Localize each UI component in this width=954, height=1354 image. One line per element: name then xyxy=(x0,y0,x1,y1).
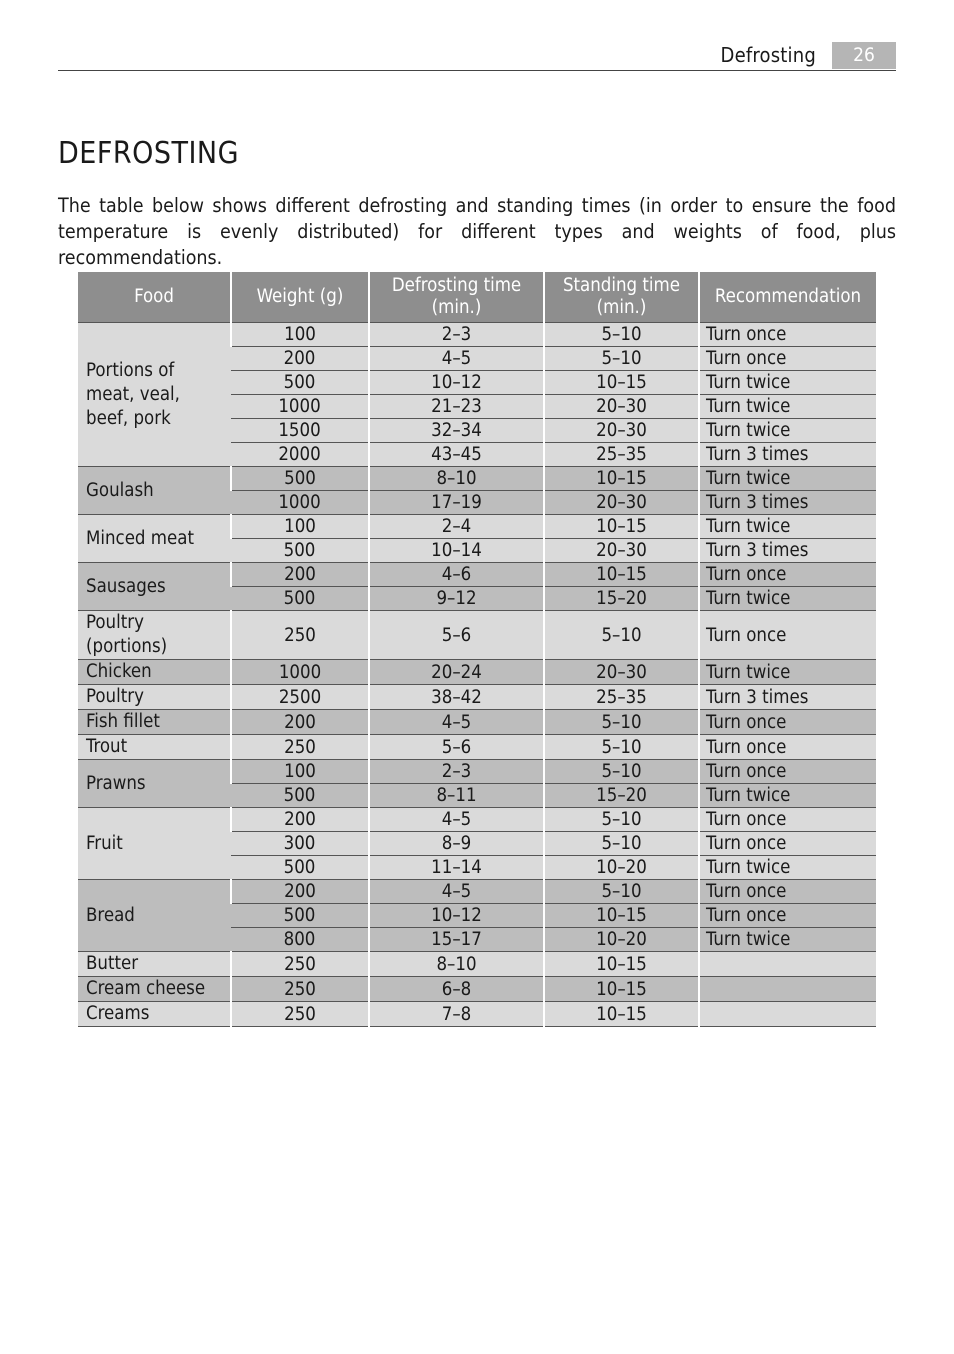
table-row xyxy=(78,323,876,347)
food-cell: Creams xyxy=(78,1002,231,1027)
table-header-row xyxy=(78,272,876,323)
food-group xyxy=(78,660,876,685)
col-header-defrosting-time: Defrosting time (min.) xyxy=(369,272,544,323)
defrosting-time-cell: 10–14 xyxy=(369,539,544,563)
recommendation-cell xyxy=(699,952,876,977)
recommendation-cell: Turn once xyxy=(699,735,876,760)
defrosting-time-cell: 8–9 xyxy=(369,832,544,856)
standing-time-cell: 10–15 xyxy=(544,977,699,1002)
standing-time-cell: 5–10 xyxy=(544,760,699,784)
intro-paragraph: The table below shows different defrosting and standing times (in order to ensure the food temperature is evenly distributed) for different types and weights of food, plus recommendations. xyxy=(58,194,896,269)
defrosting-time-cell: 4–5 xyxy=(369,880,544,904)
defrosting-time-cell: 32–34 xyxy=(369,419,544,443)
weight-cell: 200 xyxy=(231,880,369,904)
food-group xyxy=(78,760,876,808)
weight-cell: 200 xyxy=(231,710,369,735)
weight-cell: 1000 xyxy=(231,491,369,515)
table-row xyxy=(78,467,876,491)
standing-time-cell: 10–20 xyxy=(544,928,699,952)
table-row xyxy=(78,760,876,784)
food-group xyxy=(78,611,876,660)
standing-time-cell: 5–10 xyxy=(544,735,699,760)
food-group xyxy=(78,952,876,977)
food-cell: Cream cheese xyxy=(78,977,231,1002)
defrosting-time-cell: 2–3 xyxy=(369,760,544,784)
recommendation-cell: Turn twice xyxy=(699,928,876,952)
table-row xyxy=(78,660,876,685)
recommendation-cell: Turn once xyxy=(699,611,876,660)
defrosting-time-cell: 43–45 xyxy=(369,443,544,467)
defrosting-time-cell: 20–24 xyxy=(369,660,544,685)
recommendation-cell: Turn once xyxy=(699,880,876,904)
food-group xyxy=(78,880,876,952)
food-cell: Fruit xyxy=(78,808,231,880)
weight-cell: 250 xyxy=(231,735,369,760)
standing-time-cell: 20–30 xyxy=(544,660,699,685)
table-row xyxy=(78,1002,876,1027)
weight-cell: 250 xyxy=(231,977,369,1002)
recommendation-cell xyxy=(699,1002,876,1027)
food-group xyxy=(78,735,876,760)
defrosting-time-cell: 8–10 xyxy=(369,952,544,977)
weight-cell: 250 xyxy=(231,611,369,660)
food-cell: Trout xyxy=(78,735,231,760)
table-row xyxy=(78,952,876,977)
food-group xyxy=(78,1002,876,1027)
food-cell: Butter xyxy=(78,952,231,977)
recommendation-cell: Turn twice xyxy=(699,784,876,808)
standing-time-cell: 15–20 xyxy=(544,587,699,611)
standing-time-cell: 5–10 xyxy=(544,710,699,735)
defrosting-time-cell: 2–3 xyxy=(369,323,544,347)
table-row xyxy=(78,808,876,832)
standing-time-cell: 20–30 xyxy=(544,419,699,443)
table-row xyxy=(78,515,876,539)
defrosting-time-cell: 2–4 xyxy=(369,515,544,539)
recommendation-cell: Turn twice xyxy=(699,371,876,395)
defrosting-time-cell: 8–10 xyxy=(369,467,544,491)
food-group xyxy=(78,323,876,467)
food-group xyxy=(78,808,876,880)
weight-cell: 800 xyxy=(231,928,369,952)
defrosting-time-cell: 11–14 xyxy=(369,856,544,880)
defrosting-time-cell: 38–42 xyxy=(369,685,544,710)
standing-time-cell: 25–35 xyxy=(544,685,699,710)
food-group xyxy=(78,685,876,710)
recommendation-cell: Turn twice xyxy=(699,587,876,611)
col-header-food: Food xyxy=(78,272,231,323)
weight-cell: 500 xyxy=(231,371,369,395)
recommendation-cell: Turn once xyxy=(699,710,876,735)
defrosting-time-cell: 10–12 xyxy=(369,904,544,928)
recommendation-cell: Turn twice xyxy=(699,467,876,491)
table-row xyxy=(78,710,876,735)
weight-cell: 250 xyxy=(231,1002,369,1027)
weight-cell: 200 xyxy=(231,808,369,832)
standing-time-cell: 10–15 xyxy=(544,563,699,587)
standing-time-cell: 25–35 xyxy=(544,443,699,467)
weight-cell: 1500 xyxy=(231,419,369,443)
defrosting-time-cell: 4–5 xyxy=(369,808,544,832)
standing-time-cell: 15–20 xyxy=(544,784,699,808)
standing-time-cell: 5–10 xyxy=(544,832,699,856)
defrosting-time-cell: 5–6 xyxy=(369,611,544,660)
recommendation-cell: Turn once xyxy=(699,563,876,587)
standing-time-cell: 10–15 xyxy=(544,515,699,539)
weight-cell: 100 xyxy=(231,515,369,539)
table-row xyxy=(78,563,876,587)
recommendation-cell: Turn once xyxy=(699,760,876,784)
defrosting-time-cell: 5–6 xyxy=(369,735,544,760)
standing-time-cell: 5–10 xyxy=(544,880,699,904)
food-cell: Fish fillet xyxy=(78,710,231,735)
running-header-section: Defrosting xyxy=(720,43,816,67)
header-rule xyxy=(58,70,896,71)
weight-cell: 500 xyxy=(231,587,369,611)
defrosting-table xyxy=(78,272,876,1027)
weight-cell: 2000 xyxy=(231,443,369,467)
weight-cell: 300 xyxy=(231,832,369,856)
defrosting-time-cell: 9–12 xyxy=(369,587,544,611)
standing-time-cell: 10–15 xyxy=(544,1002,699,1027)
food-cell: Poultry xyxy=(78,685,231,710)
recommendation-cell: Turn once xyxy=(699,832,876,856)
defrosting-time-cell: 15–17 xyxy=(369,928,544,952)
defrosting-time-cell: 21–23 xyxy=(369,395,544,419)
food-cell: Prawns xyxy=(78,760,231,808)
weight-cell: 200 xyxy=(231,347,369,371)
weight-cell: 2500 xyxy=(231,685,369,710)
weight-cell: 500 xyxy=(231,784,369,808)
recommendation-cell: Turn twice xyxy=(699,419,876,443)
recommendation-cell: Turn twice xyxy=(699,395,876,419)
recommendation-cell: Turn 3 times xyxy=(699,491,876,515)
defrosting-time-cell: 10–12 xyxy=(369,371,544,395)
defrosting-time-cell: 6–8 xyxy=(369,977,544,1002)
weight-cell: 100 xyxy=(231,760,369,784)
weight-cell: 500 xyxy=(231,904,369,928)
table-row xyxy=(78,735,876,760)
food-cell: Chicken xyxy=(78,660,231,685)
recommendation-cell: Turn twice xyxy=(699,660,876,685)
col-header-weight: Weight (g) xyxy=(231,272,369,323)
defrosting-time-cell: 4–6 xyxy=(369,563,544,587)
table-row xyxy=(78,611,876,660)
standing-time-cell: 10–15 xyxy=(544,371,699,395)
food-cell: Minced meat xyxy=(78,515,231,563)
recommendation-cell: Turn once xyxy=(699,323,876,347)
weight-cell: 500 xyxy=(231,539,369,563)
table-row xyxy=(78,685,876,710)
food-group xyxy=(78,563,876,611)
defrosting-time-cell: 8–11 xyxy=(369,784,544,808)
table-row xyxy=(78,977,876,1002)
standing-time-cell: 5–10 xyxy=(544,808,699,832)
defrosting-time-cell: 4–5 xyxy=(369,347,544,371)
food-cell: Poultry (portions) xyxy=(78,611,231,660)
standing-time-cell: 10–15 xyxy=(544,952,699,977)
standing-time-cell: 20–30 xyxy=(544,491,699,515)
standing-time-cell: 10–20 xyxy=(544,856,699,880)
standing-time-cell: 10–15 xyxy=(544,467,699,491)
food-group xyxy=(78,467,876,515)
table-row xyxy=(78,880,876,904)
weight-cell: 100 xyxy=(231,323,369,347)
recommendation-cell: Turn 3 times xyxy=(699,539,876,563)
standing-time-cell: 5–10 xyxy=(544,347,699,371)
standing-time-cell: 5–10 xyxy=(544,323,699,347)
food-group xyxy=(78,515,876,563)
col-header-recommendation: Recommendation xyxy=(699,272,876,323)
weight-cell: 500 xyxy=(231,856,369,880)
page-number: 26 xyxy=(832,42,896,69)
recommendation-cell: Turn 3 times xyxy=(699,685,876,710)
standing-time-cell: 10–15 xyxy=(544,904,699,928)
food-cell: Goulash xyxy=(78,467,231,515)
standing-time-cell: 5–10 xyxy=(544,611,699,660)
weight-cell: 1000 xyxy=(231,395,369,419)
food-group xyxy=(78,977,876,1002)
recommendation-cell: Turn twice xyxy=(699,515,876,539)
recommendation-cell: Turn once xyxy=(699,808,876,832)
defrosting-time-cell: 17–19 xyxy=(369,491,544,515)
defrosting-time-cell: 7–8 xyxy=(369,1002,544,1027)
col-header-standing-time: Standing time (min.) xyxy=(544,272,699,323)
food-cell: Bread xyxy=(78,880,231,952)
food-group xyxy=(78,710,876,735)
weight-cell: 250 xyxy=(231,952,369,977)
recommendation-cell: Turn twice xyxy=(699,856,876,880)
food-cell: Portions of meat, veal, beef, pork xyxy=(78,323,231,467)
weight-cell: 200 xyxy=(231,563,369,587)
recommendation-cell: Turn once xyxy=(699,347,876,371)
recommendation-cell: Turn 3 times xyxy=(699,443,876,467)
standing-time-cell: 20–30 xyxy=(544,539,699,563)
recommendation-cell xyxy=(699,977,876,1002)
weight-cell: 1000 xyxy=(231,660,369,685)
recommendation-cell: Turn once xyxy=(699,904,876,928)
food-cell: Sausages xyxy=(78,563,231,611)
page-title: DEFROSTING xyxy=(58,136,240,171)
weight-cell: 500 xyxy=(231,467,369,491)
standing-time-cell: 20–30 xyxy=(544,395,699,419)
defrosting-time-cell: 4–5 xyxy=(369,710,544,735)
